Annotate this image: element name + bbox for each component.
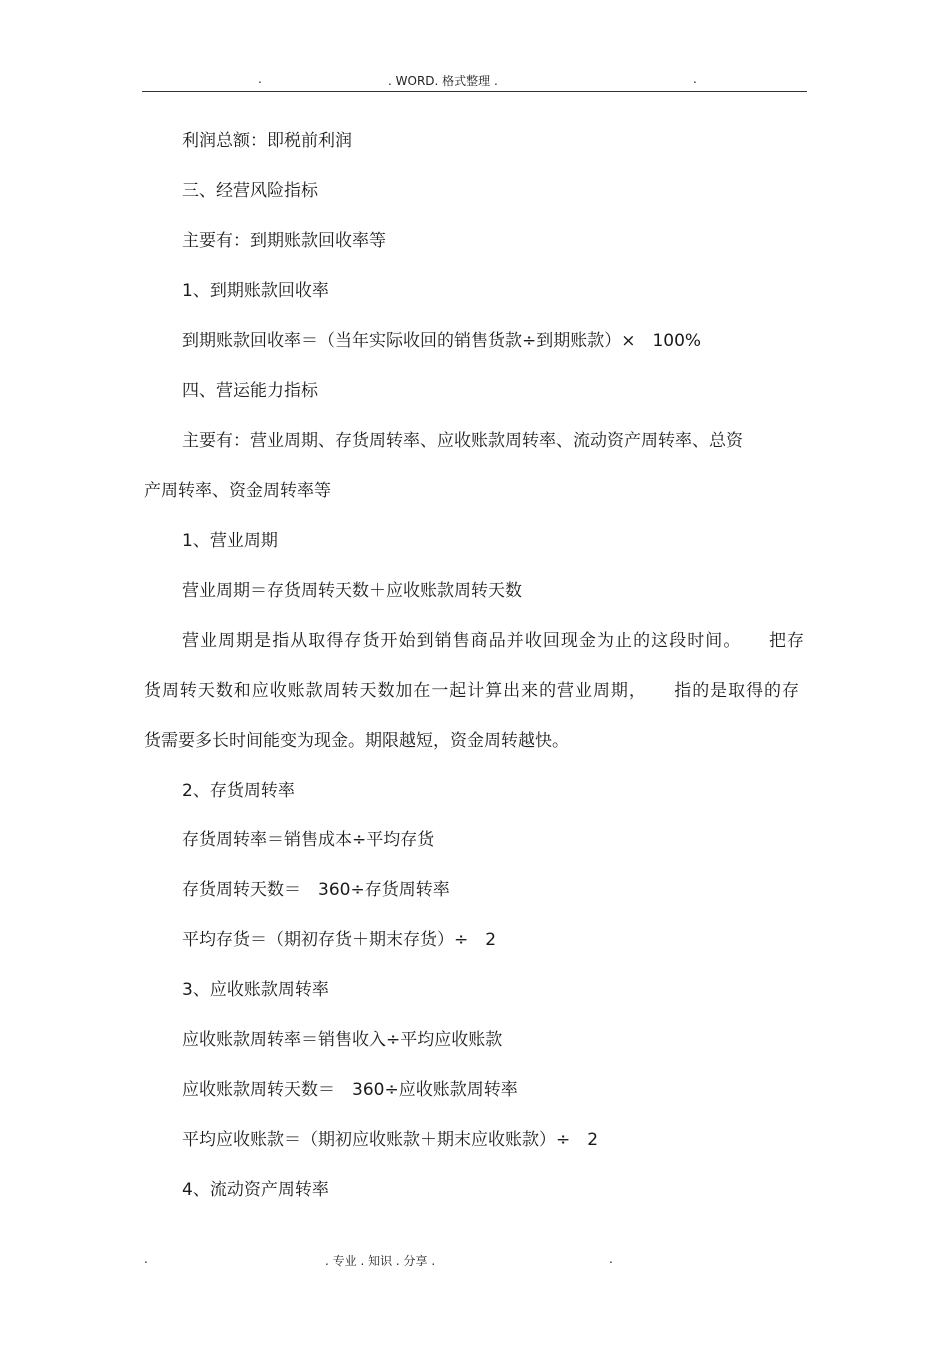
formula-line: 平均应收账款＝（期初应收账款＋期末应收账款）÷ 2 (182, 1130, 599, 1150)
text-line: 产周转率、资金周转率等 (144, 481, 331, 501)
paragraph-line: 营业周期是指从取得存货开始到销售商品并收回现金为止的这段时间。 把存 (182, 631, 804, 651)
header-divider (142, 91, 807, 92)
paragraph-line: 货需要多长时间能变为现金。期限越短，资金周转越快。 (144, 731, 569, 751)
paragraph-line: 货周转天数和应收账款周转天数加在一起计算出来的营业周期， 指的是取得的存 (144, 681, 799, 701)
formula-line: 应收账款周转天数＝ 360÷应收账款周转率 (182, 1080, 518, 1100)
formula-line: 存货周转天数＝ 360÷存货周转率 (182, 880, 450, 900)
page-footer (142, 1252, 807, 1270)
formula-line: 到期账款回收率＝（当年实际收回的销售货款÷到期账款）× 100% (182, 331, 702, 351)
page-header (142, 70, 807, 90)
header-right-mark: . (693, 72, 697, 86)
subsection-heading: 2、存货周转率 (182, 781, 295, 801)
text-line: 主要有：到期账款回收率等 (182, 231, 386, 251)
header-left-mark: . (258, 72, 262, 86)
formula-line: 营业周期＝存货周转天数＋应收账款周转天数 (182, 581, 522, 601)
formula-line: 应收账款周转率＝销售收入÷平均应收账款 (182, 1030, 503, 1050)
section-heading: 四、营运能力指标 (182, 381, 318, 401)
footer-title: . 专业 . 知识 . 分享 . (325, 1254, 436, 1268)
text-line: 利润总额：即税前利润 (182, 131, 352, 151)
subsection-heading: 1、营业周期 (182, 531, 278, 551)
header-title: . WORD. 格式整理 . (388, 74, 498, 88)
section-heading: 三、经营风险指标 (182, 181, 318, 201)
footer-right-mark: . (609, 1252, 613, 1266)
subsection-heading: 3、应收账款周转率 (182, 980, 329, 1000)
footer-left-mark: . (144, 1252, 148, 1266)
formula-line: 存货周转率＝销售成本÷平均存货 (182, 830, 435, 850)
text-line: 主要有：营业周期、存货周转率、应收账款周转率、流动资产周转率、总资 (182, 431, 743, 451)
formula-line: 平均存货＝（期初存货＋期末存货）÷ 2 (182, 930, 497, 950)
subsection-heading: 4、流动资产周转率 (182, 1180, 329, 1200)
subsection-heading: 1、到期账款回收率 (182, 281, 329, 301)
